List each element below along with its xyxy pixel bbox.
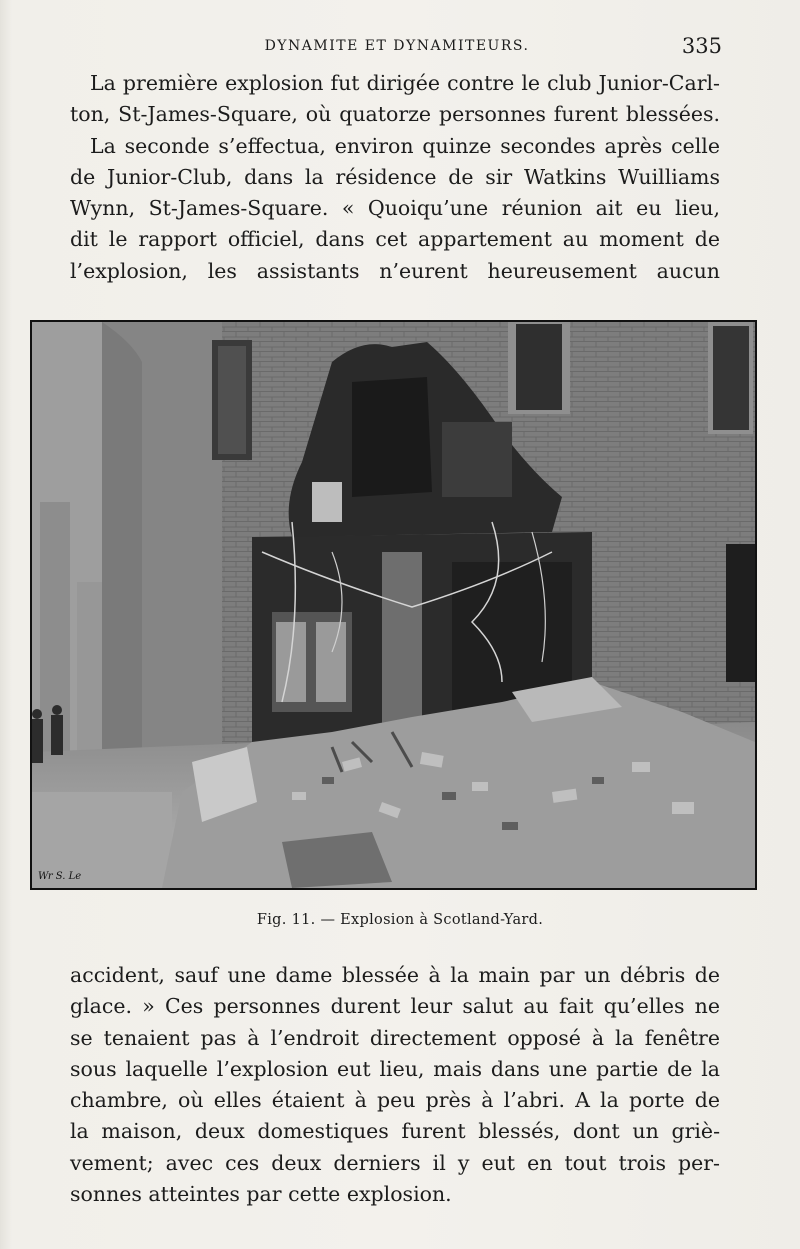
- text-line: de Junior-Club, dans la résidence de sir Watkins Wuilliams: [70, 164, 720, 189]
- text-line: sous laquelle l’explosion eut lieu, mais dans une partie de la: [70, 1056, 720, 1081]
- text-line: vement; avec ces deux derniers il y eut en tout trois per-: [70, 1150, 720, 1175]
- text-line: se tenaient pas à l’endroit directement opposé à la fenêtre: [70, 1025, 720, 1050]
- text-line: glace. » Ces personnes durent leur salut au fait qu’elles ne: [70, 994, 720, 1019]
- text-line: la maison, deux domestiques furent blessés, dont un griè-: [70, 1119, 720, 1144]
- paragraph-top: [70, 68, 720, 287]
- page-number: 335: [681, 34, 722, 58]
- figure-caption: Fig. 11. — Explosion à Scotland-Yard.: [256, 912, 544, 928]
- running-header: [72, 34, 722, 60]
- photograph-illustration: [32, 322, 755, 888]
- text-line: l’explosion, les assistants n’eurent heureusement aucun: [70, 258, 720, 283]
- text-line: chambre, où elles étaient à peu près à l’abri. A la porte de: [70, 1088, 720, 1113]
- paragraph-bottom: [70, 960, 720, 1210]
- engraver-mark: Wr S. Le: [38, 871, 82, 882]
- text-line: Wynn, St-James-Square. « Quoiqu’une réunion ait eu lieu,: [70, 196, 720, 221]
- text-line: accident, sauf une dame blessée à la main par un débris de: [70, 963, 720, 987]
- text-line: dit le rapport officiel, dans cet appartement au moment de: [70, 227, 720, 252]
- text-line: La seconde s’effectua, environ quinze secondes après celle: [90, 133, 720, 158]
- explosion-photograph: [30, 320, 757, 890]
- text-line: sonnes atteintes par cette explosion.: [70, 1182, 452, 1207]
- text-line: ton, St-James-Square, où quatorze personnes furent blessées.: [70, 102, 720, 127]
- running-title: DYNAMITE ET DYNAMITEURS.: [264, 38, 530, 54]
- text-line: La première explosion fut dirigée contre le club Junior-Carl-: [90, 71, 720, 95]
